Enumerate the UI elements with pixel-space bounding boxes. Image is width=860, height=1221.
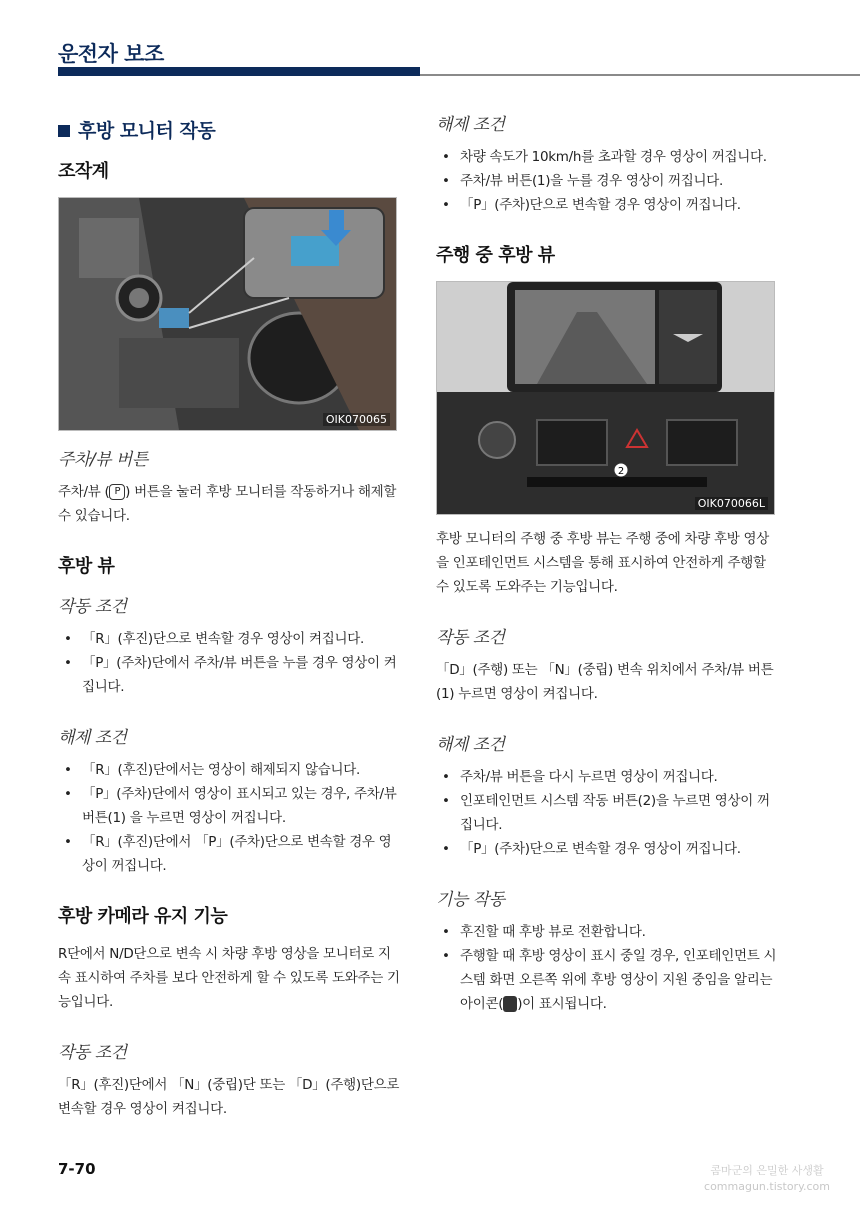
header-rule-thick [58, 67, 420, 76]
camera-keep-heading: 후방 카메라 유지 기능 [58, 906, 228, 927]
square-bullet-icon [58, 125, 70, 137]
camera-keep-paragraph: R단에서 N/D단으로 변속 시 차량 후방 영상을 모니터로 지속 표시하여 주차를 보다 안전하게 할 수 있도록 도와주는 기능입니다. [58, 946, 400, 1010]
figure-dashboard-photo [436, 281, 775, 515]
list-item: • 주차/뷰 버튼을 다시 누르면 영상이 꺼집니다. [436, 765, 781, 789]
release-condition-list [436, 145, 781, 217]
release-condition-heading: 해제 조건 [436, 735, 505, 755]
list-item: • 「R」(후진)단에서는 영상이 해제되지 않습니다. [58, 758, 403, 782]
section-title: 후방 모니터 작동 [58, 116, 403, 143]
operation-paragraph: 「D」(주행) 또는 「N」(중립) 변속 위치에서 주차/뷰 버튼(1) 누르면 영상이 켜집니다. [436, 662, 774, 702]
rear-camera-indicator-icon [503, 996, 517, 1012]
release-condition-list [436, 765, 781, 861]
driving-paragraph: 후방 모니터의 주행 중 후방 뷰는 주행 중에 차량 후방 영상을 인포테인먼트 시스템을 통해 표시하여 안전하게 주행할 수 있도록 도와주는 기능입니다. [436, 531, 769, 595]
right-column [436, 110, 781, 1040]
keep-operation-heading: 작동 조건 [58, 1043, 127, 1063]
parking-view-button-icon: P [109, 484, 125, 500]
operation-condition-heading: 작동 조건 [436, 628, 505, 648]
figure-label: OIK070066L [695, 497, 768, 510]
release-condition-list [58, 758, 403, 878]
list-item: • 주차/뷰 버튼(1)을 누를 경우 영상이 꺼집니다. [436, 169, 781, 193]
callout-number: 2 [617, 466, 625, 477]
list-item: • 「R」(후진)단으로 변속할 경우 영상이 켜집니다. [58, 627, 403, 651]
function-list [436, 920, 781, 1016]
rear-view-heading: 후방 뷰 [58, 556, 115, 577]
button-paragraph: 주차/뷰 ( P ) 버튼을 눌러 후방 모니터를 작동하거나 해제할 수 있습니다. [58, 484, 397, 524]
list-item: • 「P」(주차)단에서 영상이 표시되고 있는 경우, 주차/뷰 버튼(1) 을 누르면 영상이 꺼집니다. [58, 782, 403, 830]
button-heading: 주차/뷰 버튼 [58, 450, 148, 470]
keep-operation-paragraph: 「R」(후진)단에서 「N」(중립)단 또는 「D」(주행)단으로 변속할 경우 영상이 켜집니다. [58, 1077, 400, 1117]
list-item: • 「P」(주차)단으로 변속할 경우 영상이 꺼집니다. [436, 193, 781, 217]
header-rule-thin [420, 74, 860, 76]
list-item: • 「P」(주차)단에서 주차/뷰 버튼을 누를 경우 영상이 켜집니다. [58, 651, 403, 699]
list-item: • 후진할 때 후방 뷰로 전환합니다. [436, 920, 781, 944]
page-number: 7-70 [58, 1160, 96, 1178]
page-header-title: 운전자 보조 [58, 42, 164, 66]
left-column [58, 110, 403, 1145]
function-heading: 기능 작동 [436, 890, 505, 910]
figure-console-photo [58, 197, 397, 431]
list-item: • 차량 속도가 10km/h를 초과할 경우 영상이 꺼집니다. [436, 145, 781, 169]
watermark: 콤마군의 은밀한 사생활 commagun.tistory.com [704, 1164, 830, 1193]
list-item: • 인포테인먼트 시스템 작동 버튼(2)을 누르면 영상이 꺼집니다. [436, 789, 781, 837]
figure-label: OIK070065 [323, 413, 390, 426]
release-condition-heading: 해제 조건 [436, 115, 505, 135]
console-illustration [59, 198, 396, 430]
operation-condition-heading: 작동 조건 [58, 597, 127, 617]
dashboard-illustration [437, 282, 774, 514]
list-item: • 주행할 때 후방 영상이 표시 중일 경우, 인포테인먼트 시스템 화면 오른쪽 위에 후방 영상이 지원 중임을 알리는 아이콘( )이 표시됩니다. [436, 944, 781, 1016]
list-item: • 「R」(후진)단에서 「P」(주차)단으로 변속할 경우 영상이 꺼집니다. [58, 830, 403, 878]
list-item: • 「P」(주차)단으로 변속할 경우 영상이 꺼집니다. [436, 837, 781, 861]
operation-condition-list [58, 627, 403, 699]
release-condition-heading: 해제 조건 [58, 728, 127, 748]
driving-rear-view-heading: 주행 중 후방 뷰 [436, 245, 555, 266]
controller-heading: 조작계 [58, 161, 109, 182]
